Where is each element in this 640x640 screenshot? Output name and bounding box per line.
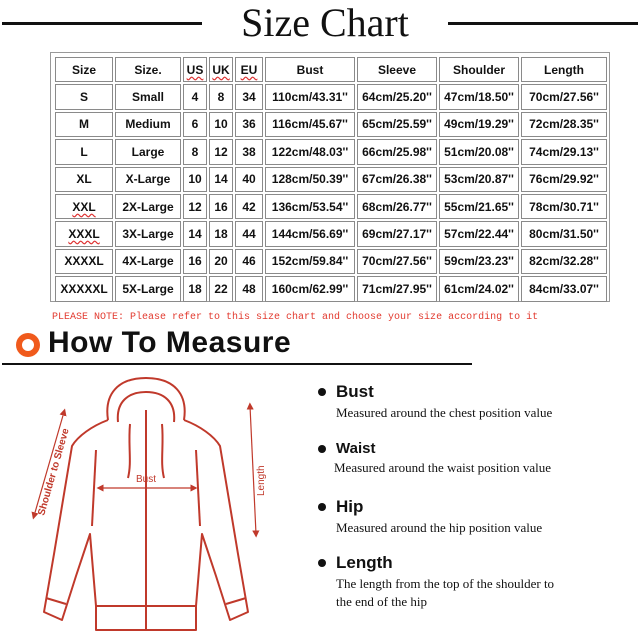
table-row	[55, 167, 607, 192]
ring-bullet-icon	[16, 333, 40, 357]
cell-text: XL	[76, 172, 92, 187]
table-cell	[357, 221, 437, 246]
table-row	[55, 194, 607, 219]
cell-text: 4X-Large	[122, 254, 174, 269]
cell-text: 70cm/27.56''	[529, 90, 599, 105]
cell-text: 46	[242, 254, 256, 269]
cell-text: Small	[131, 90, 164, 105]
table-cell	[265, 167, 355, 192]
bullet-icon	[318, 388, 326, 396]
table-cell	[115, 112, 181, 137]
table-cell	[235, 112, 263, 137]
table-header-cell	[521, 57, 607, 82]
cell-text: 66cm/25.98''	[362, 144, 432, 159]
table-cell	[183, 112, 207, 137]
measure-desc: Measured around the chest position value	[336, 405, 553, 420]
cell-text: 22	[214, 281, 228, 296]
table-cell	[183, 167, 207, 192]
cell-text: 48	[242, 281, 256, 296]
table-header-cell	[439, 57, 519, 82]
table-cell	[235, 84, 263, 109]
cell-text: 16	[214, 199, 228, 214]
cell-text: 136cm/53.54''	[271, 199, 349, 214]
shoulder-to-sleeve-label: Shoulder to Sleeve	[36, 427, 72, 517]
measure-desc: Measured around the waist position value	[334, 460, 551, 475]
table-cell	[209, 249, 233, 274]
cell-text: 128cm/50.39''	[271, 172, 349, 187]
table-cell	[357, 194, 437, 219]
table-cell	[235, 139, 263, 164]
table-cell	[183, 276, 207, 301]
table-cell	[209, 194, 233, 219]
bullet-icon	[318, 445, 326, 453]
table-cell	[55, 84, 113, 109]
table-cell	[183, 139, 207, 164]
table-row	[55, 221, 607, 246]
cell-text: 44	[242, 227, 256, 242]
table-cell	[357, 84, 437, 109]
table-cell	[235, 167, 263, 192]
table-cell	[357, 167, 437, 192]
table-cell	[439, 139, 519, 164]
table-header-cell	[357, 57, 437, 82]
cell-text: 76cm/29.92''	[529, 172, 599, 187]
table-cell	[115, 167, 181, 192]
measure-item-bust	[318, 382, 618, 422]
measure-item-waist	[318, 440, 618, 477]
table-cell	[115, 276, 181, 301]
table-header-cell	[55, 57, 113, 82]
cell-text: S	[79, 90, 88, 105]
measure-name: Waist	[336, 440, 376, 457]
table-row	[55, 276, 607, 301]
cell-text: 53cm/20.87''	[444, 172, 514, 187]
cell-text: 160cm/62.99''	[271, 281, 349, 296]
table-cell	[521, 167, 607, 192]
cell-text: 152cm/59.84''	[271, 254, 349, 269]
table-cell	[265, 194, 355, 219]
cell-text: 122cm/48.03''	[271, 144, 349, 159]
cell-text: 67cm/26.38''	[362, 172, 432, 187]
measure-item-hip	[318, 497, 618, 537]
table-cell	[439, 167, 519, 192]
table-cell	[183, 249, 207, 274]
table-cell	[357, 139, 437, 164]
table-cell	[521, 221, 607, 246]
table-cell	[439, 112, 519, 137]
table-cell	[521, 249, 607, 274]
header-text: Shoulder	[452, 62, 505, 77]
table-cell	[209, 221, 233, 246]
table-cell	[55, 249, 113, 274]
cell-text: 64cm/25.20''	[362, 90, 432, 105]
table-cell	[235, 221, 263, 246]
cell-text: 34	[242, 90, 256, 105]
table-row	[55, 84, 607, 109]
header-text: Size	[71, 62, 96, 77]
measure-desc: the end of the hip	[336, 594, 427, 609]
cell-text: 74cm/29.13''	[529, 144, 599, 159]
table-row	[55, 139, 607, 164]
table-cell	[521, 84, 607, 109]
cell-text: 14	[188, 227, 202, 242]
table-cell	[115, 194, 181, 219]
cell-text: 110cm/43.31''	[272, 90, 348, 105]
cell-text: 70cm/27.56''	[362, 254, 432, 269]
table-row	[55, 112, 607, 137]
cell-text: 14	[214, 172, 228, 187]
cell-text: 71cm/27.95''	[362, 281, 432, 296]
table-cell	[235, 249, 263, 274]
cell-text: 20	[214, 254, 228, 269]
header-text: Length	[544, 62, 584, 77]
table-cell	[357, 276, 437, 301]
hoodie-measure-diagram	[0, 366, 300, 640]
table-header-cell	[235, 57, 263, 82]
cell-text: L	[80, 144, 88, 159]
cell-text: Large	[131, 144, 165, 159]
table-cell	[209, 167, 233, 192]
table-cell	[265, 276, 355, 301]
table-cell	[209, 112, 233, 137]
how-to-measure-rule	[2, 363, 472, 365]
header-text: US	[186, 62, 204, 77]
cell-text: 42	[242, 199, 256, 214]
header-text: UK	[212, 62, 230, 77]
cell-text: 12	[214, 144, 228, 159]
table-cell	[265, 84, 355, 109]
table-row	[55, 249, 607, 274]
cell-text: 82cm/32.28''	[529, 254, 599, 269]
table-cell	[183, 221, 207, 246]
size-table	[53, 55, 609, 304]
cell-text: X-Large	[125, 172, 171, 187]
table-cell	[265, 139, 355, 164]
cell-text: 3X-Large	[122, 227, 174, 242]
cell-text: 144cm/56.69''	[271, 227, 349, 242]
table-cell	[439, 84, 519, 109]
cell-text: 80cm/31.50''	[529, 227, 599, 242]
table-cell	[55, 276, 113, 301]
table-cell	[55, 139, 113, 164]
table-cell	[439, 249, 519, 274]
cell-text: 10	[188, 172, 202, 187]
table-cell	[115, 139, 181, 164]
header-text: EU	[240, 62, 258, 77]
table-cell	[521, 276, 607, 301]
cell-text: 18	[214, 227, 228, 242]
page-title: Size Chart	[241, 0, 409, 45]
table-header-cell	[115, 57, 181, 82]
cell-text: 6	[191, 117, 199, 132]
cell-text: 69cm/27.17''	[362, 227, 432, 242]
table-cell	[55, 112, 113, 137]
cell-text: 38	[242, 144, 256, 159]
cell-text: 47cm/18.50''	[444, 90, 514, 105]
table-cell	[115, 221, 181, 246]
table-cell	[183, 84, 207, 109]
cell-text: 36	[242, 117, 256, 132]
table-cell	[235, 194, 263, 219]
header-text: Size.	[134, 62, 162, 77]
table-cell	[183, 194, 207, 219]
cell-text: 55cm/21.65''	[444, 199, 514, 214]
table-cell	[357, 249, 437, 274]
cell-text: 2X-Large	[122, 199, 174, 214]
table-cell	[235, 276, 263, 301]
how-to-measure-title: How To Measure	[48, 326, 292, 359]
cell-text: 59cm/23.23''	[444, 254, 514, 269]
table-header-cell	[209, 57, 233, 82]
cell-text: 16	[188, 254, 202, 269]
table-cell	[209, 276, 233, 301]
cell-text: 72cm/28.35''	[529, 117, 599, 132]
hoodie-outline	[44, 378, 248, 630]
cell-text: 8	[217, 90, 225, 105]
cell-text: 78cm/30.71''	[529, 199, 599, 214]
bust-label: Bust	[135, 474, 157, 485]
length-label: Length	[256, 465, 267, 496]
table-cell	[115, 84, 181, 109]
table-cell	[209, 84, 233, 109]
cell-text: 116cm/45.67''	[272, 117, 348, 132]
cell-text: 68cm/26.77''	[362, 199, 432, 214]
table-cell	[209, 139, 233, 164]
table-header-cell	[183, 57, 207, 82]
cell-text: 84cm/33.07''	[529, 281, 599, 296]
cell-text: 49cm/19.29''	[444, 117, 514, 132]
cell-text: 57cm/22.44''	[444, 227, 514, 242]
size-note: PLEASE NOTE: Please refer to this size chart and choose your size according to it	[52, 312, 539, 323]
cell-text: 4	[191, 90, 199, 105]
table-cell	[265, 112, 355, 137]
table-cell	[521, 112, 607, 137]
cell-text: 5X-Large	[122, 281, 174, 296]
title-banner	[0, 0, 640, 48]
cell-text: XXXXL	[64, 254, 104, 269]
cell-text: Medium	[125, 117, 171, 132]
measure-name: Bust	[336, 382, 374, 401]
table-header-row	[55, 57, 607, 82]
table-cell	[265, 221, 355, 246]
table-cell	[115, 249, 181, 274]
table-cell	[357, 112, 437, 137]
table-cell	[439, 276, 519, 301]
table-cell	[55, 167, 113, 192]
cell-text: XXXXXL	[60, 281, 108, 296]
cell-text: 12	[188, 199, 202, 214]
header-text: Sleeve	[377, 62, 417, 77]
cell-text: 18	[188, 281, 202, 296]
bullet-icon	[318, 559, 326, 567]
table-cell	[55, 221, 113, 246]
cell-text: 61cm/24.02''	[444, 281, 514, 296]
cell-text: XXXL	[68, 227, 100, 242]
cell-text: 65cm/25.59''	[362, 117, 432, 132]
measure-name: Length	[336, 553, 393, 572]
table-cell	[521, 194, 607, 219]
title-rule-left	[2, 22, 202, 25]
cell-text: 10	[214, 117, 228, 132]
table-cell	[265, 249, 355, 274]
bullet-icon	[318, 503, 326, 511]
table-cell	[439, 194, 519, 219]
cell-text: M	[79, 117, 89, 132]
table-header-cell	[265, 57, 355, 82]
table-cell	[521, 139, 607, 164]
header-text: Bust	[296, 62, 324, 77]
title-rule-right	[448, 22, 638, 25]
cell-text: 8	[191, 144, 199, 159]
cell-text: 40	[242, 172, 256, 187]
measure-item-length	[318, 553, 618, 611]
table-cell	[55, 194, 113, 219]
table-cell	[439, 221, 519, 246]
cell-text: 51cm/20.08''	[444, 144, 514, 159]
measure-desc: The length from the top of the shoulder to	[336, 576, 555, 591]
cell-text: XXL	[72, 199, 96, 214]
measure-desc: Measured around the hip position value	[336, 520, 543, 535]
measure-name: Hip	[336, 497, 364, 516]
